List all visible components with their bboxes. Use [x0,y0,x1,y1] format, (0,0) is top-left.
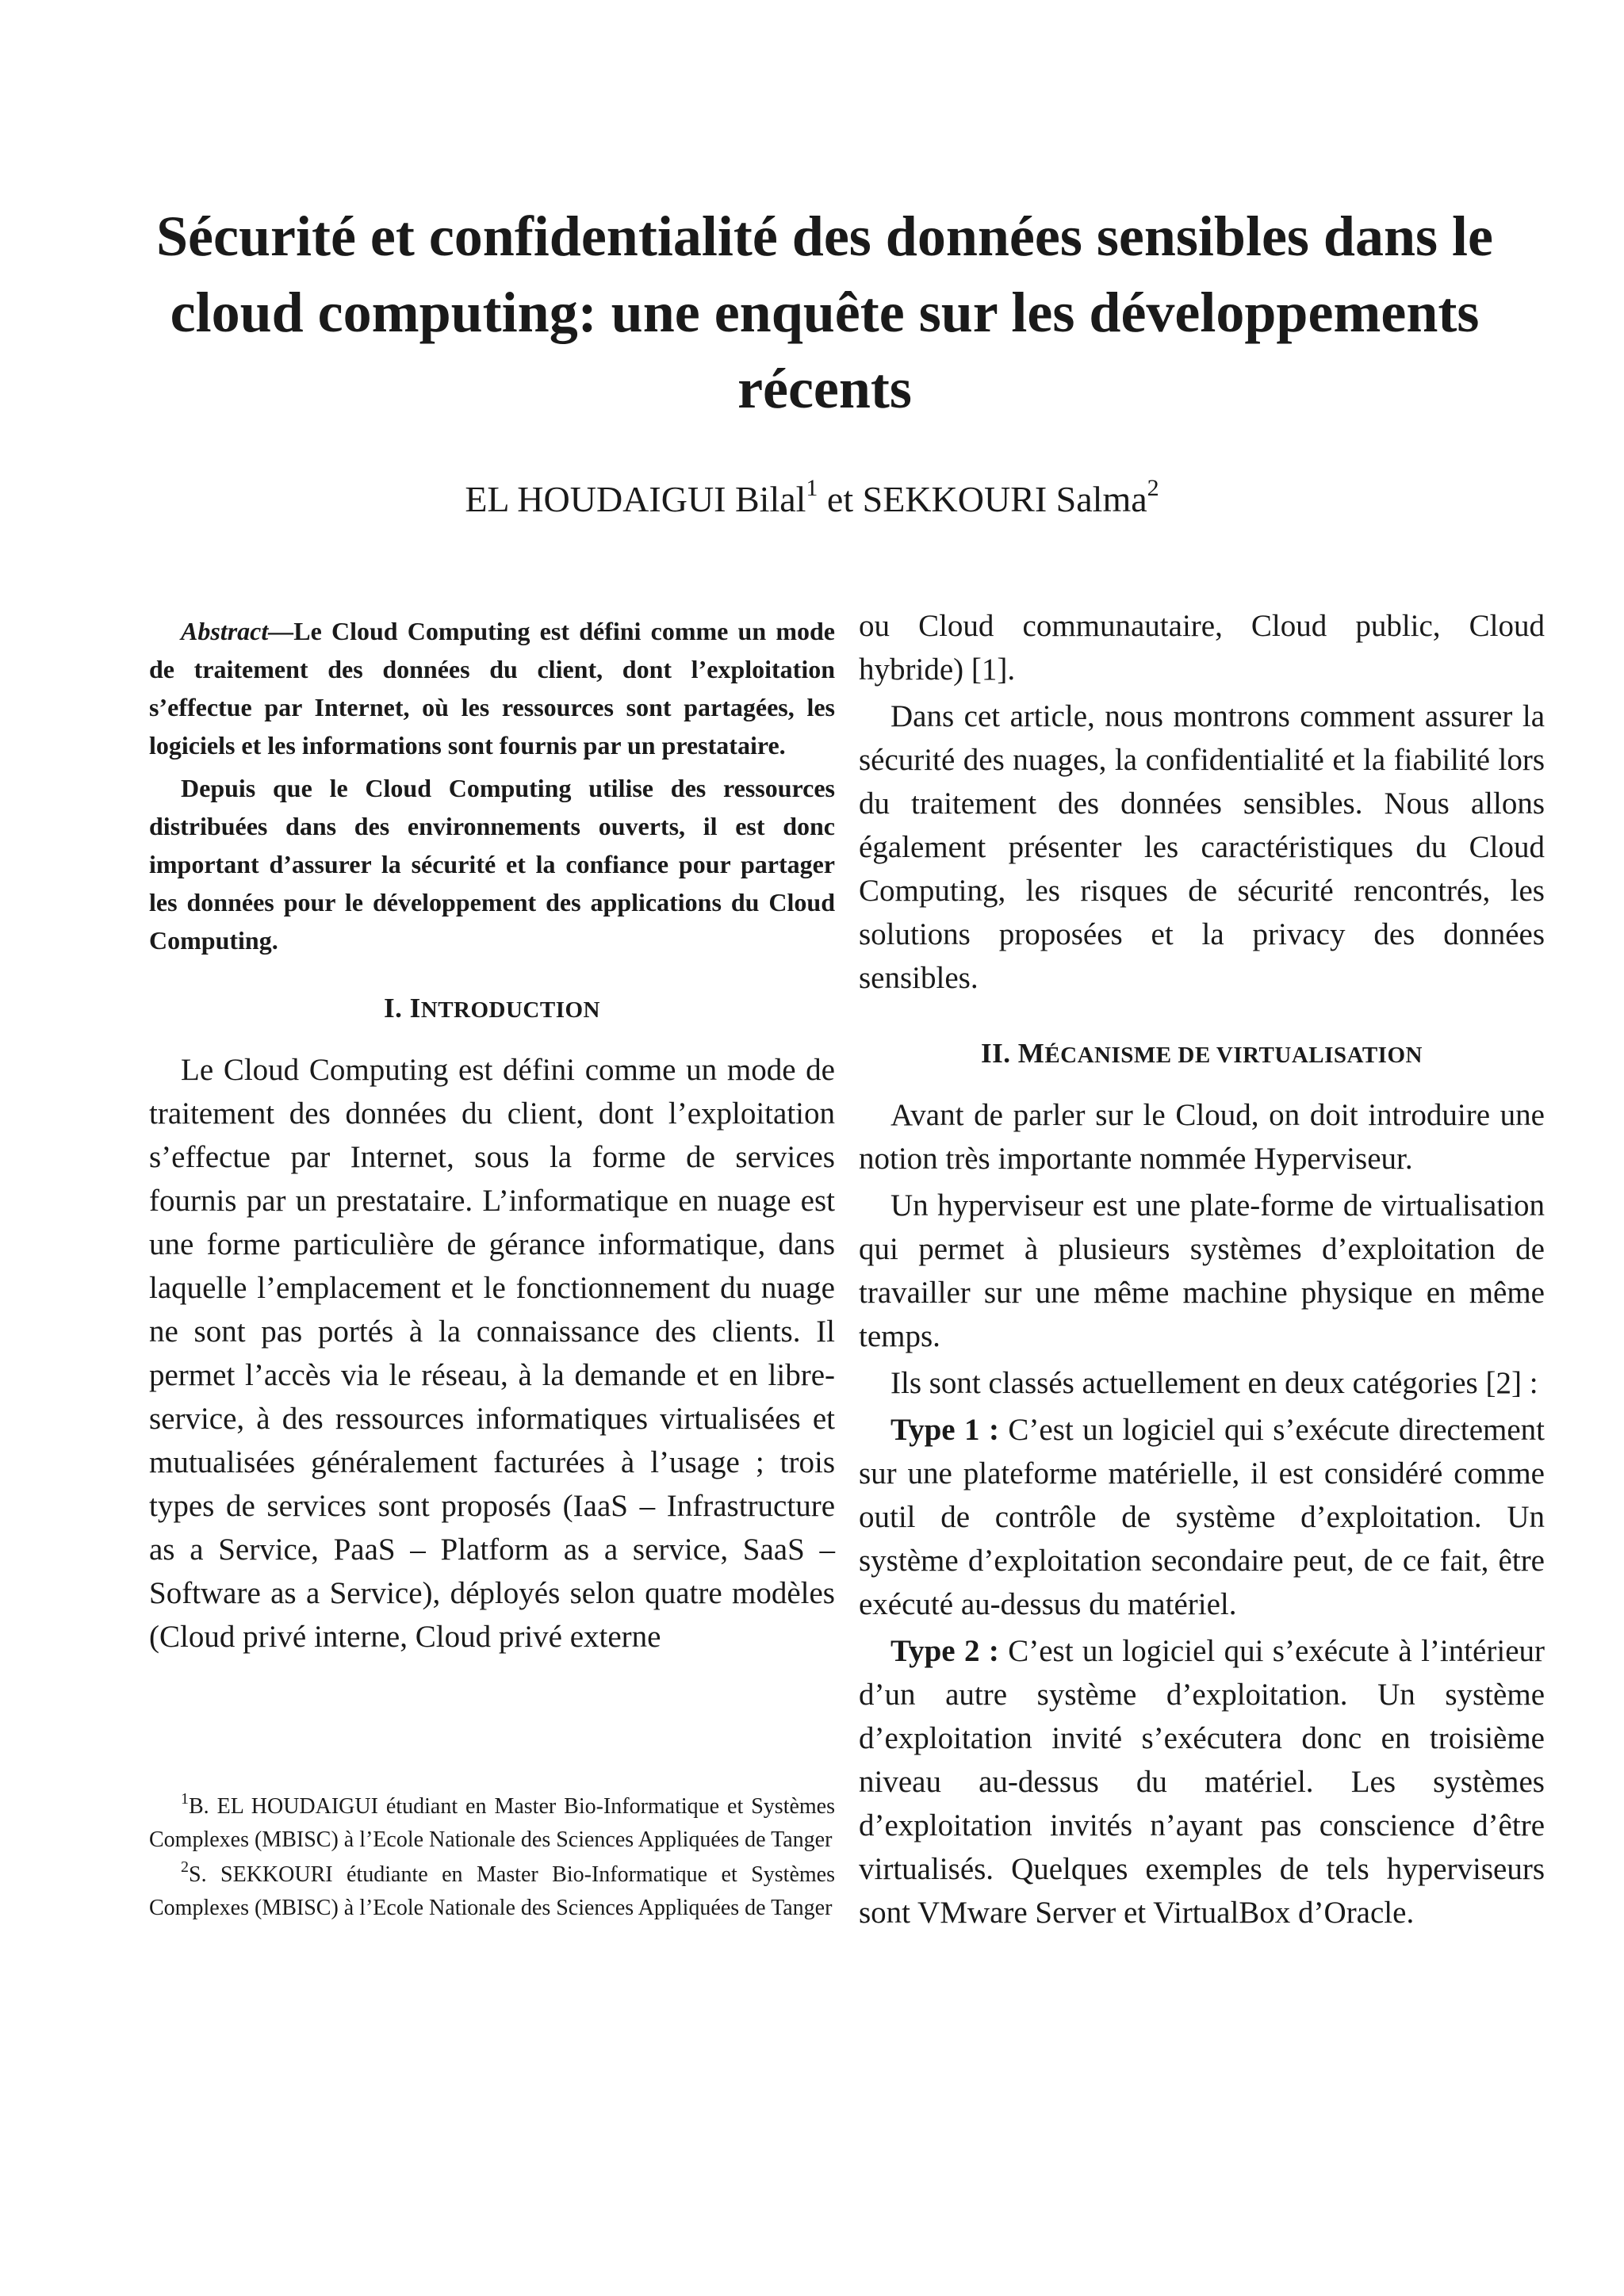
abstract [149,612,835,959]
author-conjunction: et [826,479,854,519]
footnote-1-text: B. EL HOUDAIGUI étudiant en Master Bio-Informatique et Systèmes Complexes (MBISC) à l’Ecole Nationale des Sciences Appliquées de Tanger [149,1794,835,1852]
section-2-heading-rest: ÉCANISME DE VIRTUALISATION [1044,1043,1423,1068]
footnotes [149,1790,835,1927]
virtualisation-body [859,1093,1545,1934]
footnote-2-mark: 2 [181,1858,189,1876]
introduction-body-continued [859,604,1545,1000]
author-1-name: EL HOUDAIGUI Bilal [465,479,806,519]
virtualisation-paragraph-1: Avant de parler sur le Cloud, on doit introduire une notion très importante nommée Hyperviseur. [859,1098,1545,1176]
type-1-label: Type 1 : [891,1413,999,1447]
paper-title: Sécurité et confidentialité des données sensibles dans le cloud computing: une enquête sur les développements récents [156,205,1493,420]
right-column [859,604,1545,1938]
type-2-paragraph [859,1629,1545,1934]
author-2-name: SEKKOURI Salma [862,479,1147,519]
abstract-paragraph-2: Depuis que le Cloud Computing utilise des ressources distribuées dans des environnements ouverts, il est donc important d’assurer la sécurité et la confiance pour partager les données pour le développement des applications du Cloud Computing. [149,774,835,955]
type-2-label: Type 2 : [891,1634,999,1668]
author-2-footnote-mark: 2 [1147,475,1159,501]
introduction-paragraph-1-continued: ou Cloud communautaire, Cloud public, Cloud hybride) [1]. [859,609,1545,687]
section-1-heading-rest: NTRODUCTION [420,997,600,1023]
author-line [0,476,1624,523]
section-1-number: I. [384,993,403,1024]
abstract-paragraph-1 [149,612,835,764]
introduction-paragraph-1: Le Cloud Computing est défini comme un mode de traitement des données du client, dont l’exploitation s’effectue par Internet, sous la forme de services fournis par un prestataire. L’informatique en nuage est une forme particulière de gérance informatique, dans laquelle l’emplacement et le fonctionnement du nuage ne sont pas portés à la connaissance des clients. Il permet l’accès via le réseau, à la demande et en libre-service, à des ressources informatiques virtualisées et mutualisées généralement facturées à l’usage ; trois types de services sont proposés (IaaS – Infrastructure as a Service, PaaS – Platform as a service, SaaS – Software as a Service), déployés selon quatre modèles (Cloud privé interne, Cloud privé externe [149,1053,835,1654]
footnote-1 [149,1790,835,1857]
virtualisation-paragraph-2: Un hyperviseur est une plate-forme de virtualisation qui permet à plusieurs systèmes d’exploitation de travailler sur une même machine physique en même temps. [859,1188,1545,1353]
introduction-body [149,1048,835,1659]
footnote-1-mark: 1 [181,1790,189,1808]
section-2-number: II. [981,1038,1011,1069]
footnote-2-text: S. SEKKOURI étudiante en Master Bio-Informatique et Systèmes Complexes (MBISC) à l’Ecole Nationale des Sciences Appliquées de Tanger [149,1862,835,1920]
author-1-footnote-mark: 1 [806,475,818,501]
type-1-text: C’est un logiciel qui s’exécute directement sur une plateforme matérielle, il est considéré comme outil de contrôle de système d’exploitation. Un système d’exploitation secondaire peut, de ce fait, être exécuté au-dessus du matériel. [859,1413,1545,1621]
section-heading-introduction [149,993,835,1024]
type-2-text: C’est un logiciel qui s’exécute à l’intérieur d’un autre système d’exploitation. Un système d’exploitation invité s’exécutera donc en troisième niveau au-dessus du matériel. Les systèmes d’exploitation invités n’ayant pas conscience d’être virtualisés. Quelques exemples de tels hyperviseurs sont VMware Server et VirtualBox d’Oracle. [859,1634,1545,1930]
footnote-2 [149,1858,835,1925]
type-1-paragraph [859,1408,1545,1626]
section-heading-virtualisation [859,1038,1545,1070]
abstract-label: Abstract— [181,617,294,645]
section-2-heading-initial: M [1017,1038,1045,1069]
section-1-heading-initial: I [409,993,421,1024]
left-column [149,612,835,1662]
introduction-paragraph-2: Dans cet article, nous montrons comment assurer la sécurité des nuages, la confidentialité et la fiabilité lors du traitement des données sensibles. Nous allons également présenter les caractéristiques du Cloud Computing, les risques de sécurité rencontrés, les solutions proposées et la privacy des données sensibles. [859,699,1545,995]
virtualisation-paragraph-3: Ils sont classés actuellement en deux catégories [2] : [891,1366,1538,1400]
abstract-text-1: Le Cloud Computing est défini comme un mode de traitement des données du client, dont l’exploitation s’effectue par Internet, où les ressources sont partagées, les logiciels et les informations sont fournis par un prestataire. [149,617,835,760]
